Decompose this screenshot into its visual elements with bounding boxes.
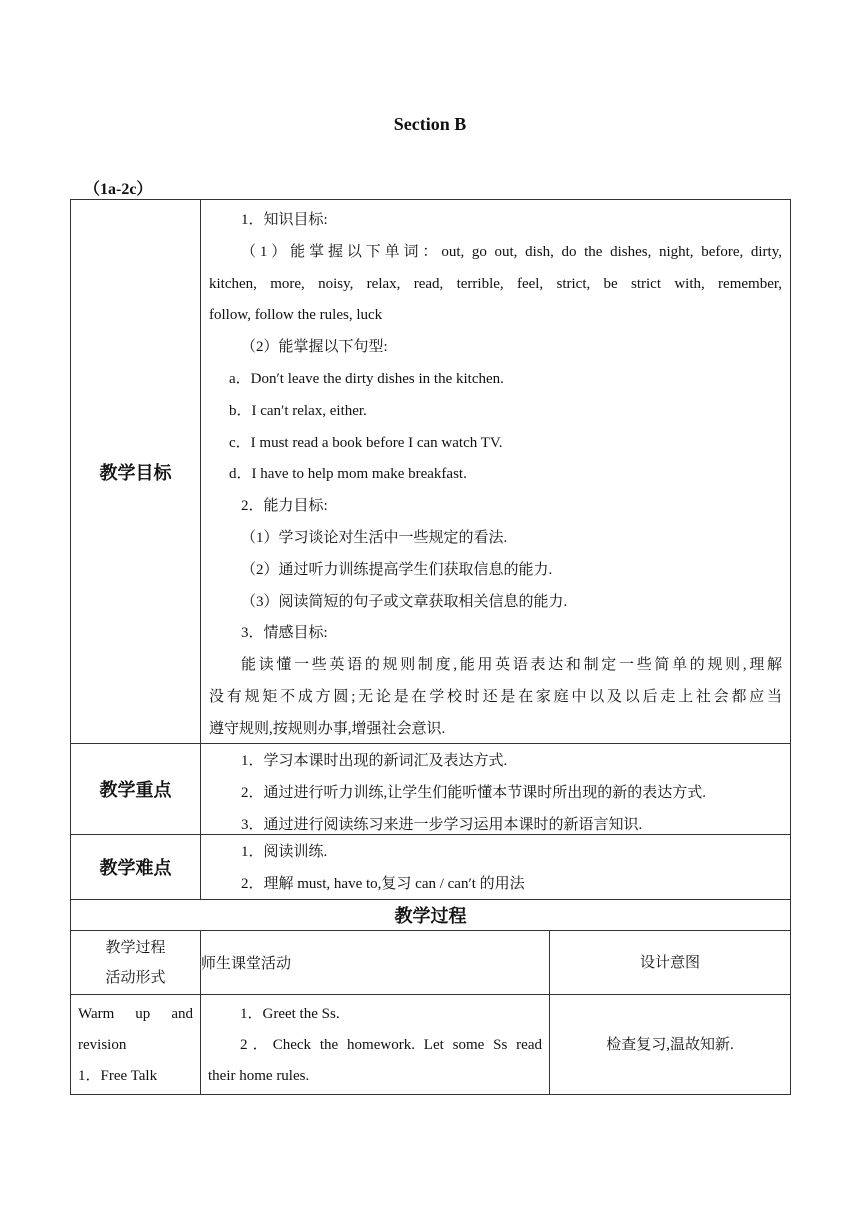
key-point-item: 3．通过进行阅读练习来进一步学习运用本课时的新语言知识. (241, 816, 643, 833)
objectives-content (201, 200, 791, 744)
stage-cell (71, 995, 201, 1095)
sentence-item: d．I have to help mom make breakfast. (229, 466, 467, 483)
activity-column-header: 师生课堂活动 (201, 931, 550, 995)
ability-heading: 2．能力目标: (241, 498, 328, 515)
knowledge-heading: 1．知识目标: (241, 212, 328, 228)
key-points-row (71, 744, 791, 835)
sentences-heading: （2）能掌握以下句型: (241, 339, 388, 356)
sentence-item: a．Don′t leave the dirty dishes in the kitchen. (229, 370, 504, 387)
key-point-item: 2．通过进行听力训练,让学生们能听懂本节课时所出现的新的表达方式. (241, 784, 707, 801)
stage-column-header: 教学过程 活动形式 (71, 931, 201, 995)
lesson-plan-table (70, 199, 791, 1095)
words-line3: follow, follow the rules, luck (209, 307, 383, 324)
document-title: Section B (393, 114, 467, 134)
difficulties-row (71, 835, 791, 900)
emotion-heading: 3．情感目标: (241, 625, 328, 642)
ability-item: （2）通过听力训练提高学生们获取信息的能力. (241, 561, 553, 578)
emotion-line3: 遵守规则,按规则办事,增强社会意识. (209, 720, 446, 737)
process-heading-row (71, 900, 791, 931)
words-line2: kitchen, more, noisy, relax, read, terrible, feel, strict, be strict with, remember, (209, 275, 782, 292)
stage-line: revision (78, 1037, 127, 1053)
activity-item-continued: their home rules. (208, 1068, 310, 1084)
objectives-row (71, 200, 791, 744)
process-row (71, 995, 791, 1095)
difficulties-label: 教学难点 (71, 835, 201, 900)
difficulty-item: 1．阅读训练. (241, 844, 328, 860)
purpose-column-header: 设计意图 (550, 931, 791, 995)
stage-line: 1．Free Talk (78, 1068, 158, 1084)
activity-item: 1．Greet the Ss. (240, 1006, 340, 1022)
process-heading: 教学过程 (71, 900, 791, 931)
objectives-label: 教学目标 (71, 200, 201, 744)
stage-line: Warm up and (78, 1006, 193, 1022)
key-point-item: 1．学习本课时出现的新词汇及表达方式. (241, 753, 508, 769)
process-header-row (71, 931, 791, 995)
document-subtitle: （1a-2c） (84, 181, 153, 198)
words-line1: （1）能掌握以下单词：out, go out, dish, do the dishes, night, before, dirty, (241, 243, 782, 260)
ability-item: （1）学习谈论对生活中一些规定的看法. (241, 529, 508, 546)
sentence-item: c．I must read a book before I can watch TV. (229, 434, 503, 451)
purpose-cell: 检查复习,温故知新. (550, 995, 791, 1095)
emotion-line2: 没有规矩不成方圆;无论是在学校时还是在家庭中以及以后走上社会都应当 (209, 688, 782, 705)
difficulty-item: 2．理解 must, have to,复习 can / can′t 的用法 (241, 875, 525, 892)
key-points-label: 教学重点 (71, 744, 201, 835)
ability-item: （3）阅读简短的句子或文章获取相关信息的能力. (241, 593, 568, 610)
sentence-item: b．I can′t relax, either. (229, 402, 367, 419)
key-points-content (201, 744, 791, 835)
activity-cell (201, 995, 550, 1095)
activity-item: 2．Check the homework. Let some Ss read (240, 1037, 542, 1053)
difficulties-content (201, 835, 791, 900)
emotion-line1: 能读懂一些英语的规则制度,能用英语表达和制定一些简单的规则,理解 (241, 657, 782, 674)
